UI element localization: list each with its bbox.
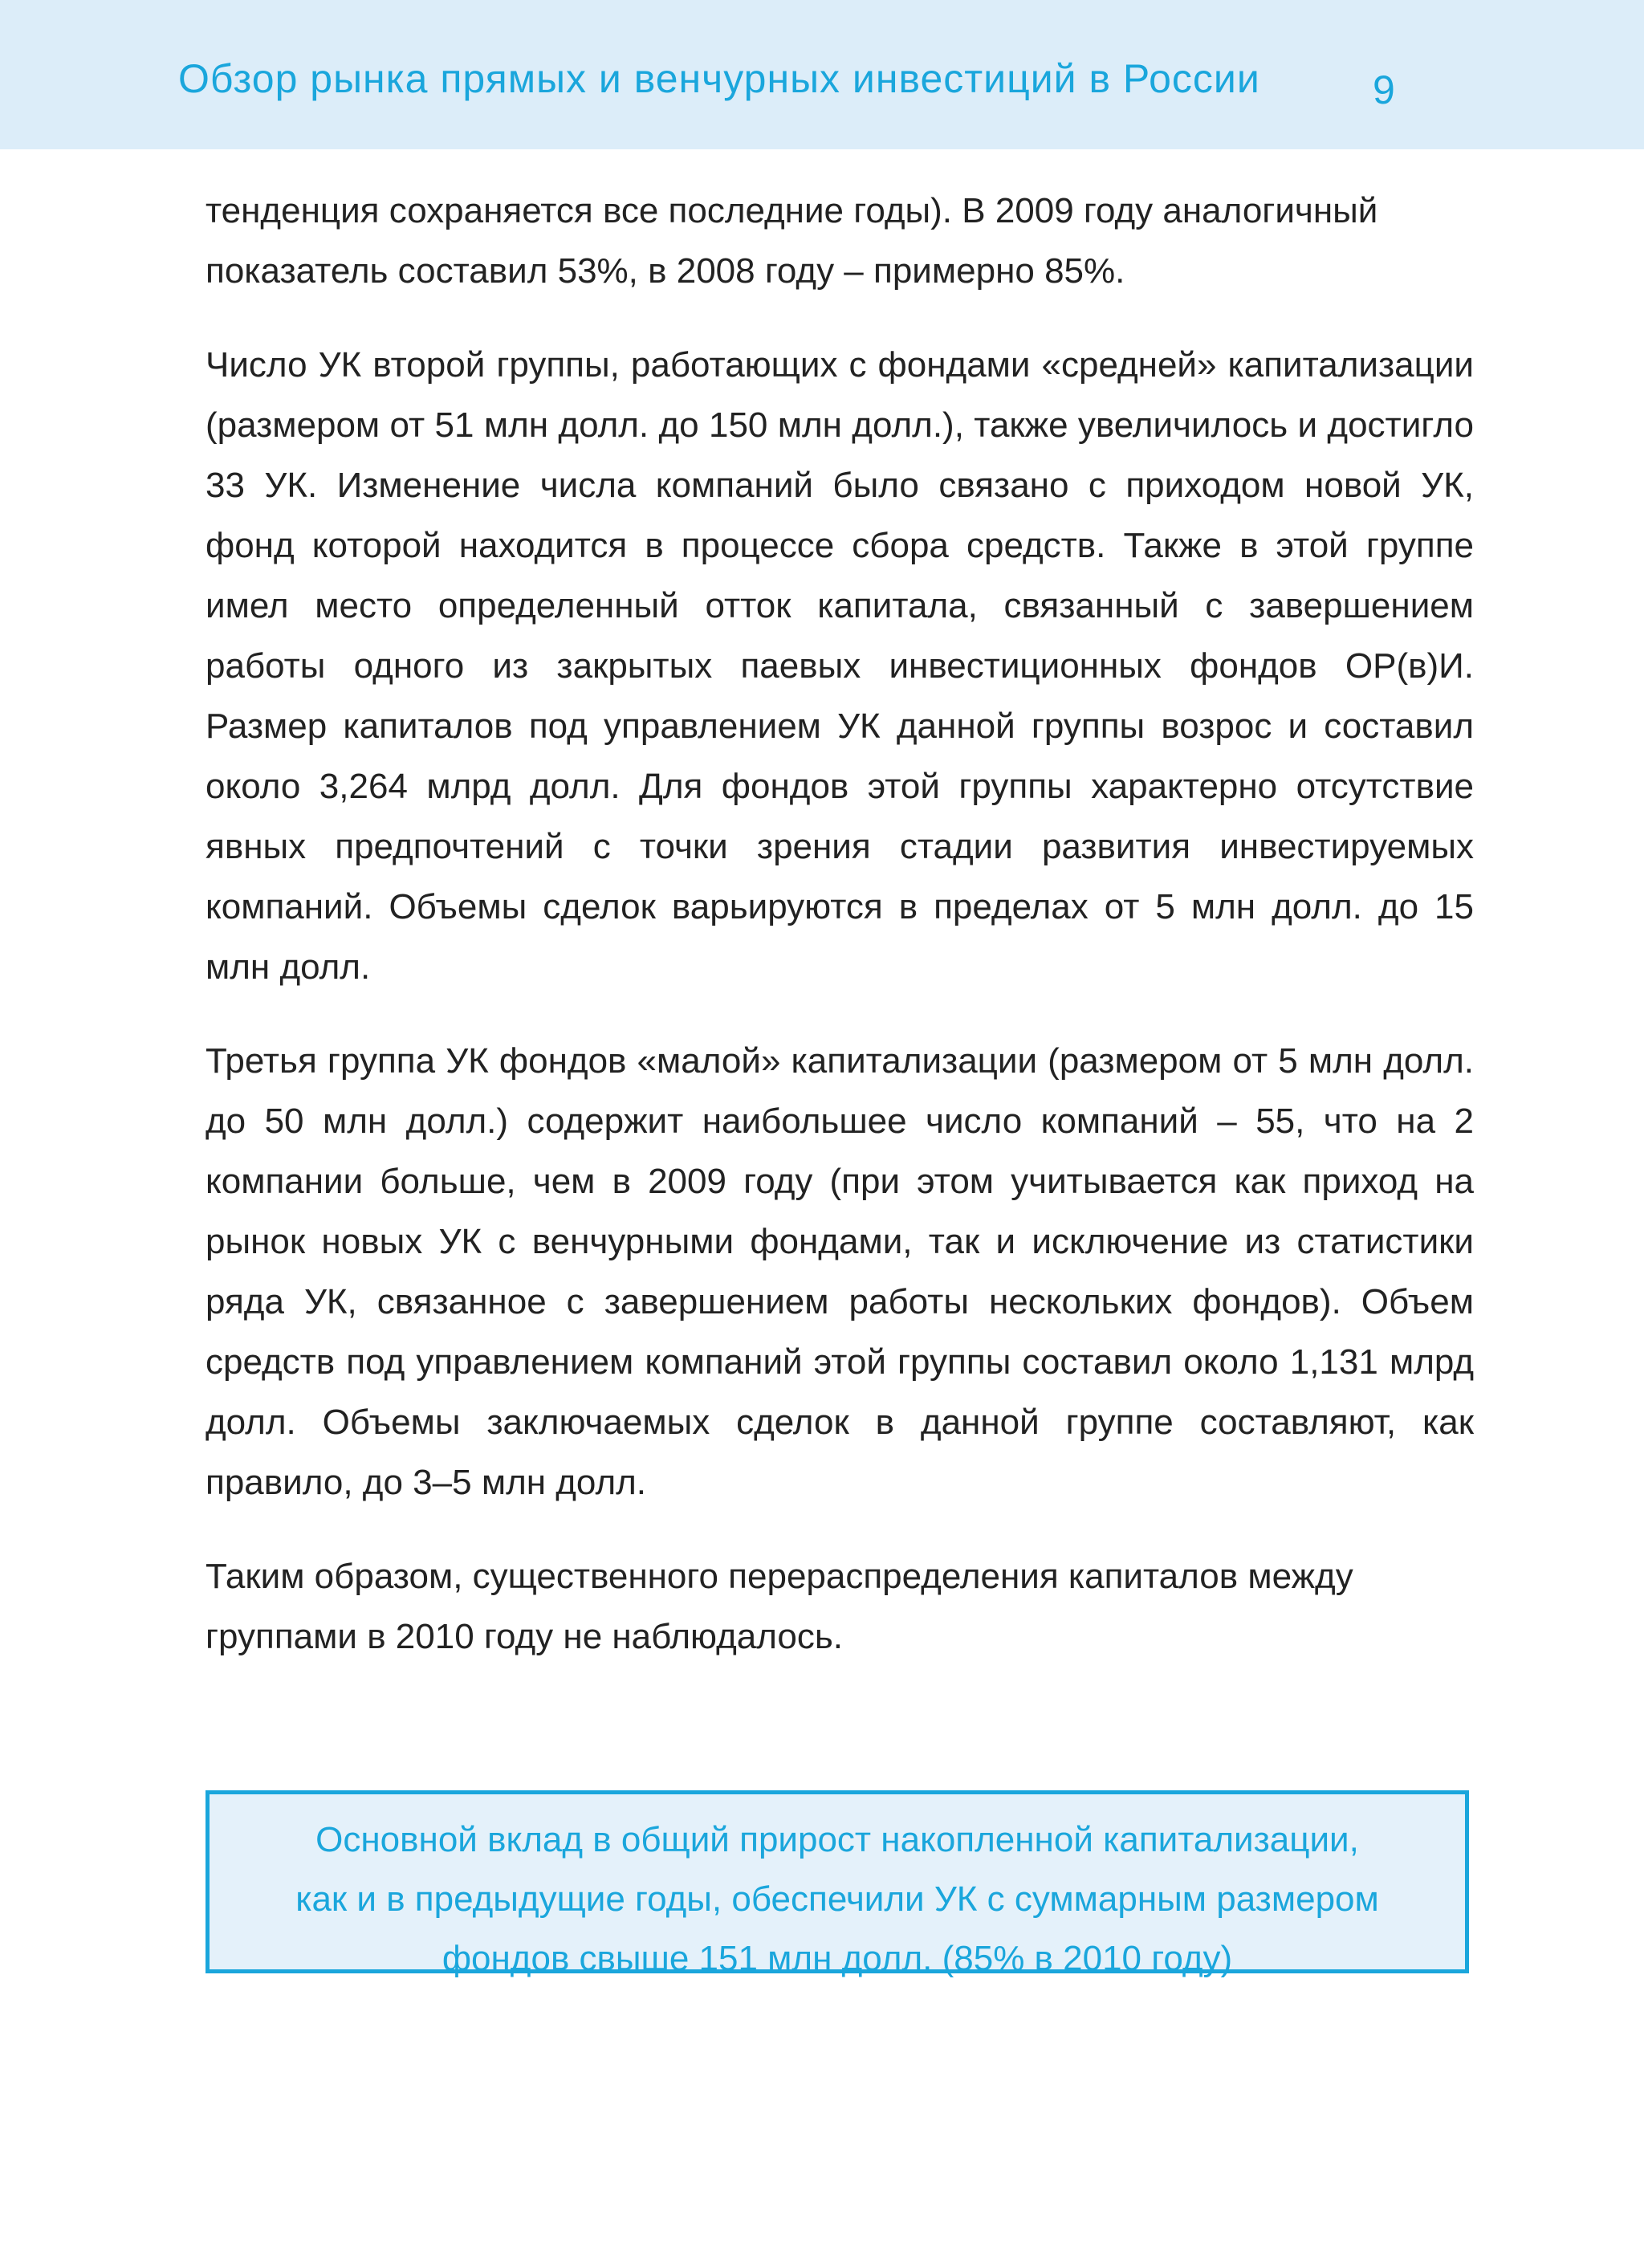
callout-line: как и в предыдущие годы, обеспечили УК с суммарным размером	[295, 1879, 1379, 1919]
callout-line: фондов свыше 151 млн долл. (85% в 2010 году)	[442, 1939, 1233, 1978]
paragraph-continuation: тенденция сохраняется все последние годы). В 2009 году аналогичный показатель составил 53%, в 2008 году – примерно 85%.	[206, 191, 1378, 291]
callout-line: Основной вклад в общий прирост накопленной капитализации,	[315, 1820, 1359, 1859]
callout-text	[210, 1810, 1465, 1989]
paragraph-conclusion: Таким образом, существенного перераспределения капиталов между группами в 2010 году не наблюдалось.	[206, 1557, 1353, 1656]
paragraph-third-group: Третья группа УК фондов «малой» капитализации (размером от 5 млн долл. до 50 млн долл.) содержит наибольшее число компаний – 55, что на 2 компании больше, чем в 2009 году (при этом учитывается как приход на рынок новых УК с венчурными фондами, так и исключение из статистики ряда УК, связанное с завершением работы нескольких фондов). Объем средств под управлением компаний этой группы составил около 1,131 млрд долл. Объемы заключаемых сделок в данной группе составляют, как правило, до 3–5 млн долл.	[206, 1041, 1474, 1502]
page-number: 9	[1373, 67, 1395, 112]
running-title: Обзор рынка прямых и венчурных инвестиций в России	[178, 56, 1260, 101]
paragraph-second-group: Число УК второй группы, работающих с фондами «средней» капитализации (размером от 51 млн долл. до 150 млн долл.), также увеличилось и достигло 33 УК. Изменение числа компаний было связано с приходом новой УК, фонд которой находится в процессе сбора средств. Также в этой группе имел место определенный отток капитала, связанный с завершением работы одного из закрытых паевых инвестиционных фондов ОР(в)И. Размер капиталов под управлением УК данной группы возрос и составил около 3,264 млрд долл. Для фондов этой группы характерно отсутствие явных предпочтений с точки зрения стадии развития инвестируемых компаний. Объемы сделок варьируются в пределах от 5 млн долл. до 15 млн долл.	[206, 345, 1474, 987]
body-text	[206, 181, 1474, 1700]
page-header	[0, 0, 1644, 149]
callout-box	[206, 1790, 1469, 1978]
